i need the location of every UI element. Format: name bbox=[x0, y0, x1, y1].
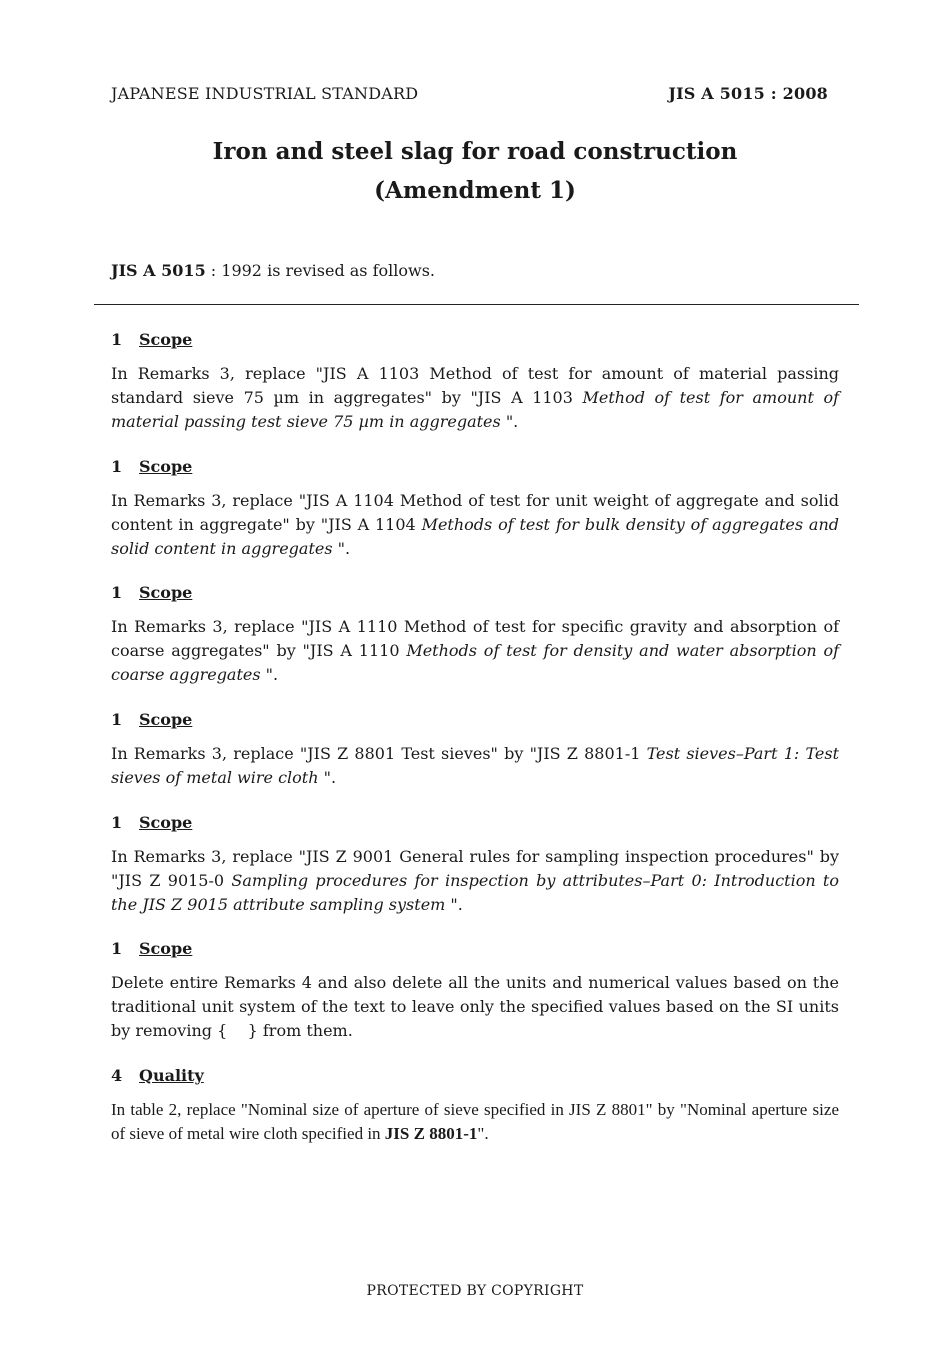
section-title: Scope bbox=[139, 710, 193, 729]
text-plain-end: ". bbox=[318, 768, 337, 787]
text-plain: In Remarks 3, replace "JIS A 1103 Method of test for amount of material passing standard sieve 75 µm in aggregates" by "JIS A 1103 bbox=[111, 364, 839, 407]
section-5 bbox=[111, 812, 839, 917]
section-6 bbox=[111, 938, 845, 1043]
text-plain: In Remarks 3, replace "JIS Z 8801 Test sieves" by "JIS Z 8801-1 bbox=[111, 744, 647, 763]
section-3 bbox=[111, 582, 839, 687]
section-title: Scope bbox=[139, 330, 193, 349]
section-quality bbox=[111, 1065, 839, 1146]
text-italic-title: Sampling procedures for inspection by attributes–Part 0: Introduction to the JIS Z 9015 attribute sampling system bbox=[111, 871, 839, 914]
section-2 bbox=[111, 456, 839, 561]
text-plain: Delete entire Remarks 4 and also delete all the units and numerical values based on the traditional unit system of the text to leave only the specified values based on the SI units by removing { } from them. bbox=[111, 973, 845, 1040]
section-heading bbox=[111, 1065, 839, 1087]
section-1 bbox=[111, 329, 839, 434]
text-plain-end: ". bbox=[445, 895, 463, 914]
section-title: Scope bbox=[139, 457, 193, 476]
text-italic-title: Method of test for amount of material passing test sieve 75 µm in aggregates bbox=[111, 388, 840, 431]
section-heading bbox=[111, 582, 839, 604]
section-title: Quality bbox=[139, 1066, 204, 1085]
section-text bbox=[111, 742, 839, 790]
section-title: Scope bbox=[139, 939, 193, 958]
header-standard-code: JIS A 5015 : 2008 bbox=[668, 84, 828, 103]
text-bold-code: JIS Z 8801-1 bbox=[384, 1124, 478, 1143]
text-plain: In Remarks 3, replace "JIS A 1104 Method of test for unit weight of aggregate and solid content in aggregate" by "JIS A 1104 bbox=[111, 491, 839, 534]
section-number: 1 bbox=[111, 813, 123, 832]
section-heading bbox=[111, 938, 839, 960]
section-heading bbox=[111, 329, 839, 351]
section-text bbox=[111, 362, 839, 434]
intro-rest: : 1992 is revised as follows. bbox=[205, 261, 436, 280]
section-heading bbox=[111, 812, 839, 834]
section-number: 1 bbox=[111, 457, 123, 476]
section-text bbox=[111, 1098, 839, 1146]
horizontal-divider bbox=[94, 304, 859, 305]
section-number: 4 bbox=[111, 1066, 123, 1085]
section-number: 1 bbox=[111, 710, 123, 729]
text-plain-end: ". bbox=[332, 539, 351, 558]
text-italic-title: Methods of test for density and water absorption of coarse aggregates bbox=[111, 641, 840, 684]
section-number: 1 bbox=[111, 939, 123, 958]
header-standard-name: JAPANESE INDUSTRIAL STANDARD bbox=[111, 84, 419, 103]
title-line-2: (Amendment 1) bbox=[374, 177, 576, 204]
page-title bbox=[0, 132, 950, 210]
text-plain: In table 2, replace "Nominal size of aperture of sieve specified in JIS Z 8801" by "Nominal aperture size of sieve of metal wire cloth specified in bbox=[111, 1100, 839, 1143]
section-heading bbox=[111, 456, 839, 478]
section-text bbox=[111, 615, 839, 687]
section-text bbox=[111, 971, 845, 1043]
intro-statement bbox=[111, 261, 435, 280]
text-plain: In Remarks 3, replace "JIS A 1110 Method of test for specific gravity and absorption of coarse aggregates" by "JIS A 1110 bbox=[111, 617, 839, 660]
section-title: Scope bbox=[139, 583, 193, 602]
section-text bbox=[111, 845, 839, 917]
section-title: Scope bbox=[139, 813, 193, 832]
copyright-footer: PROTECTED BY COPYRIGHT bbox=[366, 1283, 584, 1299]
text-plain-end: ". bbox=[477, 1124, 489, 1143]
intro-code: JIS A 5015 bbox=[111, 261, 206, 280]
text-plain: In Remarks 3, replace "JIS Z 9001 General rules for sampling inspection procedures" by "JIS Z 9015-0 bbox=[111, 847, 839, 890]
text-italic-title: Methods of test for bulk density of aggregates and solid content in aggregates bbox=[111, 515, 840, 558]
title-line-1: Iron and steel slag for road construction bbox=[212, 138, 738, 165]
section-text bbox=[111, 489, 839, 561]
text-plain-end: ". bbox=[260, 665, 279, 684]
text-italic-title: Test sieves–Part 1: Test sieves of metal wire cloth bbox=[111, 744, 839, 787]
section-heading bbox=[111, 709, 839, 731]
text-plain-end: ". bbox=[500, 412, 519, 431]
section-number: 1 bbox=[111, 330, 123, 349]
section-number: 1 bbox=[111, 583, 123, 602]
section-4 bbox=[111, 709, 839, 790]
